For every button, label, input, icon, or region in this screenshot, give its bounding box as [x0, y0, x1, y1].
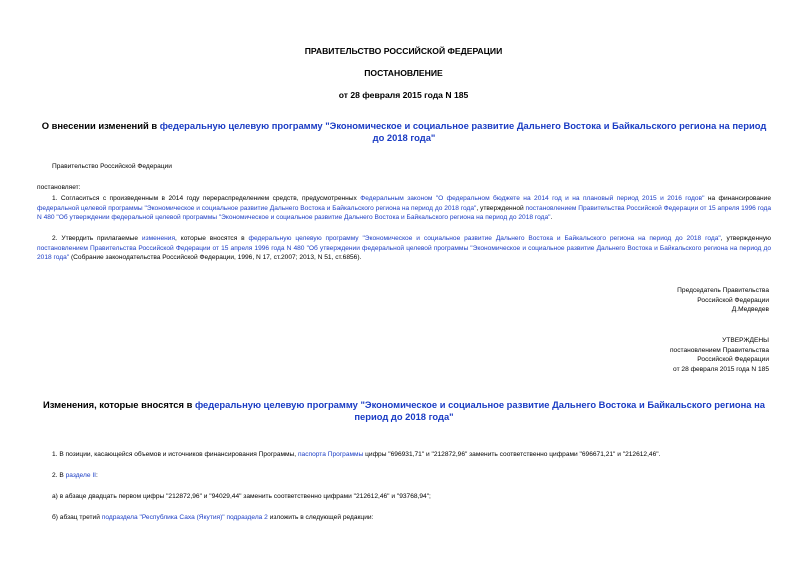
section-2-link[interactable]: разделе II — [65, 472, 97, 479]
changes-program-link[interactable]: федеральную целевую программу "Экономическое и социальное развитие Дальнего Востока и Байкальского региона на период до 2018 года" — [194, 399, 765, 422]
paragraph-1 — [37, 194, 771, 223]
item2b-text-2: изложить в следующей редакции: — [267, 514, 374, 521]
changes-title — [40, 399, 768, 423]
document-type-heading: ПОСТАНОВЛЕНИЕ — [364, 68, 443, 78]
title-prefix: О внесении изменений в — [41, 120, 160, 131]
change-item-2b — [52, 513, 373, 523]
government-heading: ПРАВИТЕЛЬСТВО РОССИЙСКОЙ ФЕДЕРАЦИИ — [304, 46, 503, 56]
federal-program-link[interactable]: федеральной целевой программы "Экономическое и социальное развитие Дальнего Востока и Байкальского региона на период до 2018 года" — [37, 204, 477, 212]
p1-text-1: 1. Согласиться с произведенным в 2014 году перераспределением средств, предусмотренных — [52, 195, 361, 202]
item2-text-1: 2. В — [52, 472, 66, 479]
resolution-480-link-2[interactable]: постановлением Правительства Российской Федерации от 15 апреля 1996 года N 480 "Об утверждении федеральной целевой программы "Экономическое и социальное развитие Дальнего Востока и Байкальского региона на период до 2018 года" — [37, 244, 771, 262]
p1-text-3: , утвержденной — [476, 204, 526, 212]
p1-text-2: на финансирование — [704, 195, 772, 202]
approval-status: УТВЕРЖДЕНЫ — [722, 337, 769, 344]
resolution-480-link[interactable]: постановлением Правительства Российской Федерации от 15 апреля 1996 года N 480 "Об утверждении федеральной целевой программы "Экономическое и социальное развитие Дальнего Востока и Байкальского региона на период до 2018 года" — [37, 204, 771, 222]
signature-position: Председатель Правительства — [677, 287, 769, 294]
decree-word: постановляет: — [37, 184, 81, 191]
approval-block — [670, 336, 769, 375]
change-item-2a: а) в абзаце двадцать первом цифры "212872,96" и "94029,44" заменить соответственно цифрами "212612,46" и "93768,94"; — [52, 493, 431, 500]
p1-text-4: . — [550, 214, 553, 222]
change-item-2 — [52, 471, 98, 481]
program-passport-link[interactable]: паспорта Программы — [297, 451, 364, 458]
change-item-1 — [52, 450, 660, 460]
signature-name: Д.Медведев — [731, 306, 769, 314]
item2-text-2: : — [96, 472, 98, 479]
title-program-link[interactable]: федеральную целевую программу "Экономическое и социальное развитие Дальнего Востока и Байкальского региона на период до 2018 года" — [159, 120, 767, 143]
federal-program-link-2[interactable]: федеральную целевую программу "Экономическое и социальное развитие Дальнего Востока и Байкальского региона на период до 2018 года" — [248, 235, 721, 242]
changes-title-prefix: Изменения, которые вносятся в — [43, 399, 195, 410]
paragraph-2 — [37, 234, 771, 263]
approval-country: Российской Федерации — [697, 356, 769, 364]
signature-country: Российской Федерации — [697, 296, 769, 304]
p2-text-3: , утвержденную — [720, 235, 771, 242]
federal-budget-law-link[interactable]: Федеральным законом "О федеральном бюджете на 2014 год и на плановый период 2015 и 2016 годов" — [360, 195, 705, 202]
approval-resolution: постановлением Правительства — [669, 346, 769, 354]
yakutia-subsection-link[interactable]: подраздела "Республика Саха (Якутия)" подраздела 2 — [101, 514, 268, 521]
item1-text-1: 1. В позиции, касающейся объемов и источников финансирования Программы, — [52, 451, 298, 458]
signature-block — [677, 286, 769, 315]
approval-date: от 28 февраля 2015 года N 185 — [673, 366, 769, 374]
p2-text-4: (Собрание законодательства Российской Федерации, 1996, N 17, ст.2007; 2013, N 51, ст.6856). — [69, 254, 362, 262]
enacting-authority: Правительство Российской Федерации — [52, 163, 172, 170]
document-date-heading: от 28 февраля 2015 года N 185 — [338, 90, 469, 100]
changes-link[interactable]: изменения — [141, 235, 176, 242]
item1-text-2: цифры "696931,71" и "212872,96" заменить соответственно цифрами "696671,21" и "212612,46". — [363, 451, 661, 458]
p2-text-2: , которые вносятся в — [175, 235, 249, 242]
p2-text-1: 2. Утвердить прилагаемые — [52, 235, 142, 242]
document-title — [36, 120, 772, 144]
item2b-text-1: б) абзац третий — [52, 514, 102, 521]
